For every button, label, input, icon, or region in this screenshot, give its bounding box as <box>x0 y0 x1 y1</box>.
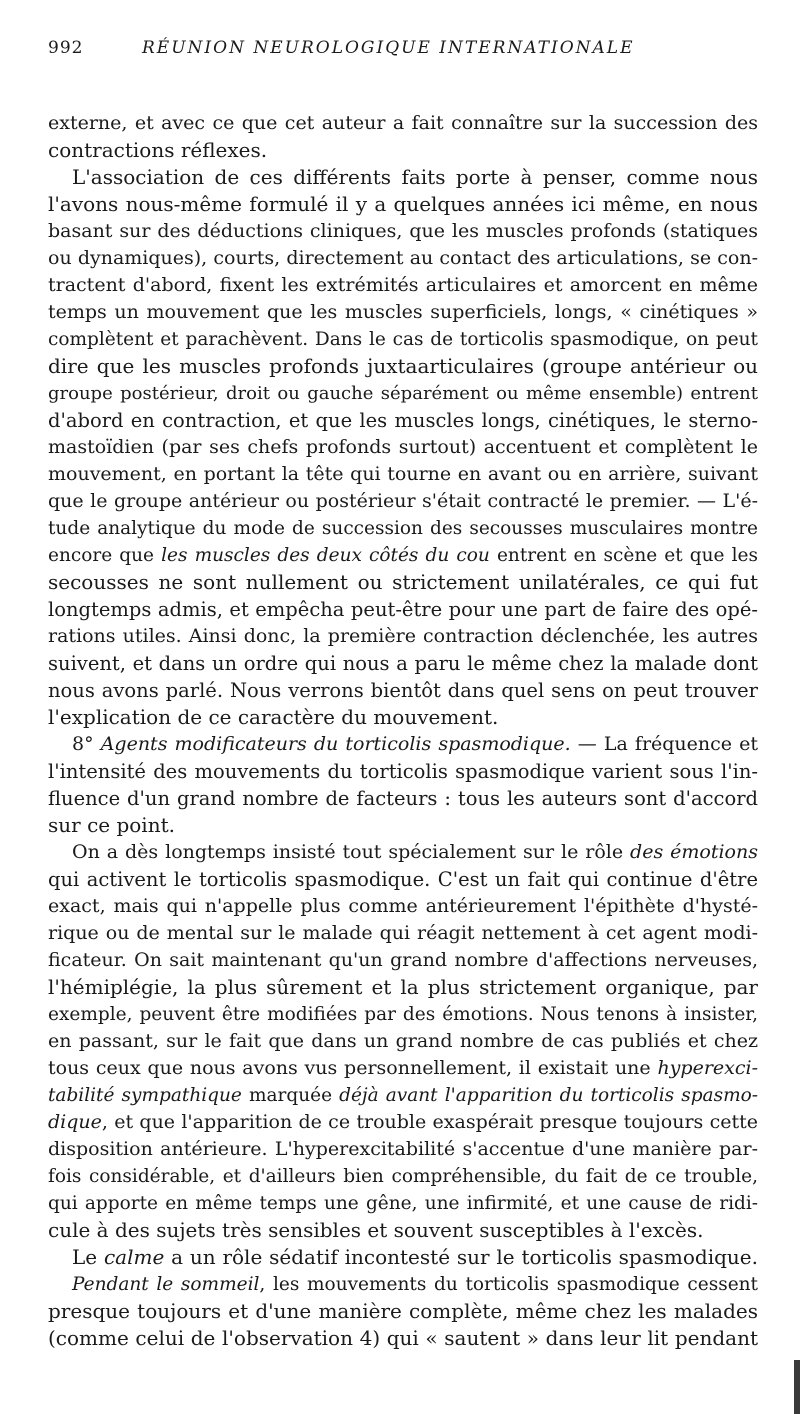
italic-run: Pendant le sommeil <box>72 1274 260 1295</box>
text-line: que le groupe antérieur ou postérieur s'était contracté le premier. — L'é- <box>48 490 758 512</box>
text-line: contractions réflexes. <box>48 138 268 162</box>
text-run: marquée <box>241 1085 340 1106</box>
italic-run: des émotions <box>630 841 758 863</box>
paragraph <box>48 1244 758 1271</box>
text-line: fois considérable, et d'ailleurs bien compréhensible, du fait de ce trouble, <box>48 1166 758 1187</box>
section-number: 8° <box>72 733 101 755</box>
text-line: dire que les muscles profonds juxtaarticulaires (groupe antérieur ou <box>48 354 758 378</box>
text-line: sur ce point. <box>48 813 175 837</box>
section-heading: Agents modificateurs du torticolis spasmodique. <box>100 733 571 755</box>
paragraph <box>48 1271 758 1352</box>
text-line: qui activent le torticolis spasmodique. C'est un fait qui continue d'être <box>48 868 758 891</box>
text-line: longtemps admis, et empêcha peut-être pour une part de faire des opé- <box>48 598 758 621</box>
text-line: l'intensité des mouvements du torticolis spasmodique varient sous l'in- <box>48 760 758 783</box>
text-run: , et que l'apparition de ce trouble exaspérait presque toujours cette <box>101 1111 758 1133</box>
text-line: en passant, sur le fait que dans un grand nombre de cas publiés et chez <box>48 1030 758 1052</box>
paragraph <box>48 110 758 164</box>
text-line <box>48 1271 758 1298</box>
text-line: l'avons nous-même formulé il y a quelques années ici même, en nous <box>48 192 758 216</box>
text-line: cule à des sujets très sensibles et souvent susceptibles à l'excès. <box>48 1218 704 1242</box>
text-line <box>48 1082 758 1109</box>
text-run: a un rôle sédatif incontesté sur le torticolis spasmodique. <box>164 1245 758 1269</box>
paragraph <box>48 731 758 839</box>
italic-run: dique <box>48 1111 102 1133</box>
text-line <box>48 1055 758 1082</box>
text-line: tractent d'abord, fixent les extrémités articulaires et amorcent en même <box>48 274 758 296</box>
running-head: RÉUNION NEUROLOGIQUE INTERNATIONALE <box>142 38 635 58</box>
text-line: (comme celui de l'observation 4) qui « sautent » dans leur lit pendant <box>48 1326 758 1350</box>
text-line <box>48 1244 758 1271</box>
text-line: mouvement, en portant la tête qui tourne en avant ou en arrière, suivant <box>48 463 758 485</box>
italic-run: les muscles des deux côtés du cou <box>161 545 490 566</box>
italic-run: calme <box>103 1245 165 1269</box>
text-line: tude analytique du mode de succession des secousses musculaires montre <box>48 518 758 539</box>
text-line <box>48 1109 758 1136</box>
text-line: complètent et parachèvent. Dans le cas de torticolis spasmodique, on peut <box>48 329 758 350</box>
text-run: , les mouvements du torticolis spasmodique cessent <box>259 1274 758 1295</box>
text-line: secousses ne sont nullement ou strictement unilatérales, ce qui fut <box>48 570 758 594</box>
italic-run: tabilité sympathique <box>48 1085 242 1106</box>
page-edge-shadow <box>794 1360 800 1414</box>
text-run: — La fréquence et <box>570 733 758 755</box>
page-number: 992 <box>48 38 84 58</box>
text-run: entrent en scène et que les <box>489 545 758 566</box>
text-line: rations utiles. Ainsi donc, la première contraction déclenchée, les autres <box>48 625 758 647</box>
text-line: L'association de ces différents faits porte à penser, comme nous <box>72 165 758 189</box>
text-run: On a dès longtemps insisté tout spécialement sur le rôle <box>72 841 631 863</box>
text-line: mastoïdien (par ses chefs profonds surtout) accentuent et complètent le <box>48 436 758 458</box>
text-run: Le <box>72 1245 104 1269</box>
text-line: rique ou de mental sur le malade qui réagit nettement à cet agent modi- <box>48 922 758 944</box>
text-line: presque toujours et d'une manière complète, même chez les malades <box>48 1299 758 1323</box>
text-line: temps un mouvement que les muscles superficiels, longs, « cinétiques » <box>48 301 758 323</box>
text-line: l'hémiplégie, la plus sûrement et la plus strictement organique, par <box>48 975 758 999</box>
text-line: d'abord en contraction, et que les muscles longs, cinétiques, le sterno- <box>48 409 758 432</box>
text-line: l'explication de ce caractère du mouvement. <box>48 705 499 729</box>
text-line: nous avons parlé. Nous verrons bientôt dans quel sens on peut trouver <box>48 679 758 702</box>
text-line: exact, mais qui n'appelle plus comme antérieurement l'épithète d'hysté- <box>48 895 758 917</box>
text-line <box>48 542 758 569</box>
text-line: ou dynamiques), courts, directement au contact des articulations, se con- <box>48 247 758 269</box>
text-line: externe, et avec ce que cet auteur a fait connaître sur la succession des <box>48 112 758 134</box>
paragraph <box>48 164 758 731</box>
text-line: qui apporte en même temps une gêne, une infirmité, et une cause de ridi- <box>48 1193 758 1214</box>
text-line: basant sur des déductions cliniques, que les muscles profonds (statiques <box>48 220 758 242</box>
article-body <box>48 110 758 1352</box>
paragraph <box>48 839 758 1244</box>
text-run: encore que <box>48 545 162 566</box>
italic-run: hyperexci- <box>657 1057 758 1079</box>
text-run: tous ceux que nous avons vus personnellement, il existait une <box>48 1057 658 1079</box>
italic-run: déjà avant l'apparition du torticolis spasmo- <box>339 1085 758 1106</box>
text-line <box>48 839 758 866</box>
text-line <box>48 731 758 758</box>
text-line: ficateur. On sait maintenant qu'un grand nombre d'affections nerveuses, <box>48 949 758 971</box>
text-line: groupe postérieur, droit ou gauche séparément ou même ensemble) entrent <box>48 383 758 404</box>
text-line: suivent, et dans un ordre qui nous a paru le même chez la malade dont <box>48 652 758 675</box>
text-line: exemple, peuvent être modifiées par des émotions. Nous tenons à insister, <box>48 1004 758 1025</box>
running-header <box>48 38 758 68</box>
text-line: disposition antérieure. L'hyperexcitabilité s'accentue d'une manière par- <box>48 1138 758 1160</box>
text-line: fluence d'un grand nombre de facteurs : tous les auteurs sont d'accord <box>48 787 758 810</box>
